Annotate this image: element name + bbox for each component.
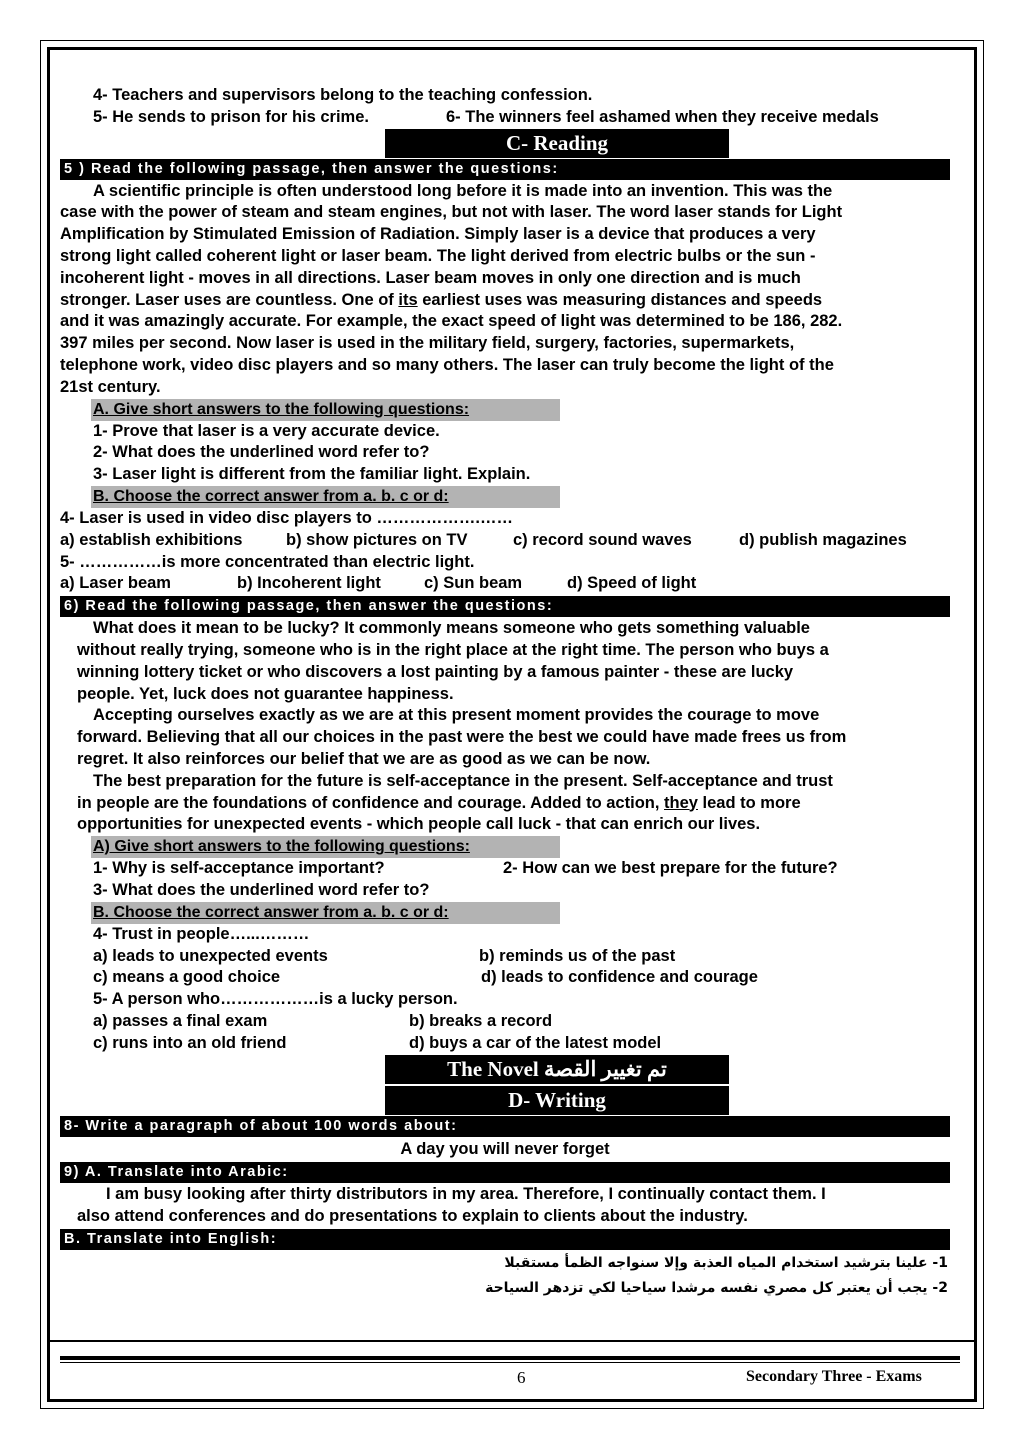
q6-passage-line: regret. It also reinforces our belief that we are as good as we can be now.	[77, 749, 651, 768]
q6-a-header: A) Give short answers to the following questions:	[91, 836, 560, 858]
underlined-word-its: its	[398, 290, 418, 309]
page-content	[60, 85, 950, 1301]
option: b) reminds us of the past	[479, 946, 676, 965]
q5-passage-line: Amplification by Stimulated Emission of Radiation. Simply laser is a device that produces a very	[60, 225, 816, 244]
q8-topic: A day you will never forget	[400, 1140, 610, 1159]
q6-passage-fragment: lead to more	[697, 793, 801, 812]
option: a) establish exhibitions	[60, 530, 243, 549]
q5-b-header: B. Choose the correct answer from a. b. c or d:	[91, 486, 560, 508]
q5-passage-line: incoherent light - moves in all directions. Laser beam moves in only one direction and is much	[60, 268, 801, 287]
q5-passage-fragment: stronger. Laser uses are countless. One of	[60, 290, 399, 309]
q6-passage-line: What does it mean to be lucky? It commonly means someone who gets something valuable	[93, 619, 810, 638]
q5-passage-line: 397 miles per second. Now laser is used in the military field, surgery, factories, supermarkets,	[60, 334, 795, 353]
footer-label: Secondary Three - Exams	[746, 1368, 922, 1385]
q5-a-q1: 1- Prove that laser is a very accurate device.	[93, 421, 440, 440]
q6-passage-line: forward. Believing that all our choices in the past were the best we could have made frees us from	[77, 728, 847, 747]
q5-passage-line: strong light called coherent light or laser beam. The light derived from electric bulbs or the sun -	[60, 246, 816, 265]
q5-passage	[60, 181, 950, 399]
q6-b-q4: 4- Trust in people…...………	[93, 924, 310, 943]
q5-b-q5: 5- ……………is more concentrated than electric light.	[60, 552, 475, 571]
option: d) leads to confidence and courage	[481, 968, 758, 987]
option: c) means a good choice	[93, 968, 281, 987]
q6-passage-line: opportunities for unexpected events - which people call luck - that can enrich our lives.	[77, 815, 761, 834]
q5-passage-fragment: earliest uses was measuring distances and speeds	[417, 290, 823, 309]
q9-header-bar: 9) A. Translate into Arabic:	[60, 1162, 950, 1183]
q5-a-q3: 3- Laser light is different from the familiar light. Explain.	[93, 465, 531, 484]
option: a) passes a final exam	[93, 1011, 268, 1030]
option: c) record sound waves	[513, 530, 692, 549]
q5-passage-line: A scientific principle is often understood long before it is made into an invention. This was the	[93, 181, 833, 200]
top-line-6: 6- The winners feel ashamed when they receive medals	[446, 107, 879, 126]
top-line-5: 5- He sends to prison for his crime.	[93, 107, 369, 126]
q6-passage-line: winning lottery ticket or who discovers a lost painting by a famous painter - these are lucky	[77, 662, 794, 681]
q9-b-header-bar: B. Translate into English:	[60, 1229, 950, 1250]
underlined-word-they: they	[664, 793, 698, 812]
option: b) Incoherent light	[237, 574, 381, 593]
page-number: 6	[517, 1368, 526, 1387]
q6-b-q5-options-row1	[60, 1011, 950, 1033]
option: a) leads to unexpected events	[93, 946, 328, 965]
q6-passage-line: without really trying, someone who is in the right place at the right time. The person who buys a	[77, 640, 829, 659]
q5-passage-line	[60, 290, 950, 312]
q5-b-q4-options	[60, 530, 950, 552]
section-c-title: C- Reading	[385, 129, 729, 158]
q6-passage-line: Accepting ourselves exactly as we are at this present moment provides the courage to move	[93, 706, 820, 725]
q6-passage-line: The best preparation for the future is self-acceptance in the present. Self-acceptance and trust	[93, 771, 833, 790]
option: d) publish magazines	[739, 530, 907, 549]
q5-passage-line: 21st century.	[60, 377, 161, 396]
arabic-sentence-1: 1- علينا بترشيد استخدام المياه العذبة وإلا سنواجه الظمأ مستقبلا	[504, 1255, 948, 1272]
option: b) breaks a record	[409, 1011, 553, 1030]
novel-title: The Novel تم تغيير القصة	[385, 1055, 729, 1084]
q5-passage-line: and it was amazingly accurate. For example, the exact speed of light was determined to be 186, 282.	[60, 312, 843, 331]
q6-passage	[60, 618, 950, 836]
q5-a-q2: 2- What does the underlined word refer to?	[93, 443, 430, 462]
q6-b-header: B. Choose the correct answer from a. b. c or d:	[91, 902, 560, 924]
q5-passage-line: case with the power of steam and steam engines, but not with laser. The word laser stands for Light	[60, 203, 843, 222]
q8-header-bar: 8- Write a paragraph of about 100 words about:	[60, 1116, 950, 1137]
top-line-5-6	[60, 107, 950, 129]
arabic-sentence-2: 2- يجب أن يعتبر كل مصري نفسه مرشدا سياحيا لكي تزدهر السياحة	[485, 1280, 948, 1297]
q6-a-q1: 1- Why is self-acceptance important?	[93, 859, 385, 878]
top-line-4: 4- Teachers and supervisors belong to the teaching confession.	[93, 86, 593, 104]
q5-passage-line: telephone work, video disc players and so many others. The laser can truly become the light of the	[60, 355, 834, 374]
q6-b-q4-options-row2	[60, 967, 950, 989]
q6-a-q3: 3- What does the underlined word refer to?	[93, 880, 430, 899]
q6-passage-line: people. Yet, luck does not guarantee happiness.	[77, 684, 454, 703]
option: a) Laser beam	[60, 574, 171, 593]
q5-b-q5-options	[60, 573, 950, 595]
q6-b-q4-options-row1	[60, 946, 950, 968]
q6-passage-fragment: in people are the foundations of confidence and courage. Added to action,	[77, 793, 665, 812]
q6-passage-line	[60, 793, 950, 815]
q5-a-header: A. Give short answers to the following questions:	[91, 399, 560, 421]
q6-a-q1-q2	[60, 858, 950, 880]
q6-b-q5-options-row2	[60, 1033, 950, 1055]
q6-b-q5: 5- A person who………………is a lucky person.	[93, 990, 458, 1009]
q5-header-bar: 5 ) Read the following passage, then answer the questions:	[60, 159, 950, 180]
option: c) runs into an old friend	[93, 1033, 287, 1052]
option: d) buys a car of the latest model	[409, 1033, 662, 1052]
q9-text-line: I am busy looking after thirty distributors in my area. Therefore, I continually contact them. I	[106, 1185, 826, 1204]
q5-b-q4: 4- Laser is used in video disc players to ……………….……	[60, 508, 513, 527]
option: c) Sun beam	[424, 574, 523, 593]
q9-text-line: also attend conferences and do presentations to explain to clients about the industry.	[77, 1207, 748, 1226]
footer-rule	[60, 1356, 960, 1360]
section-d-title: D- Writing	[385, 1086, 729, 1115]
option: d) Speed of light	[567, 574, 697, 593]
q6-a-q2: 2- How can we best prepare for the future?	[503, 859, 838, 878]
option: b) show pictures on TV	[286, 530, 468, 549]
frame-bottom-rule	[47, 1340, 977, 1342]
footer-rule-thin	[60, 1362, 960, 1363]
q6-header-bar: 6) Read the following passage, then answer the questions:	[60, 596, 950, 617]
